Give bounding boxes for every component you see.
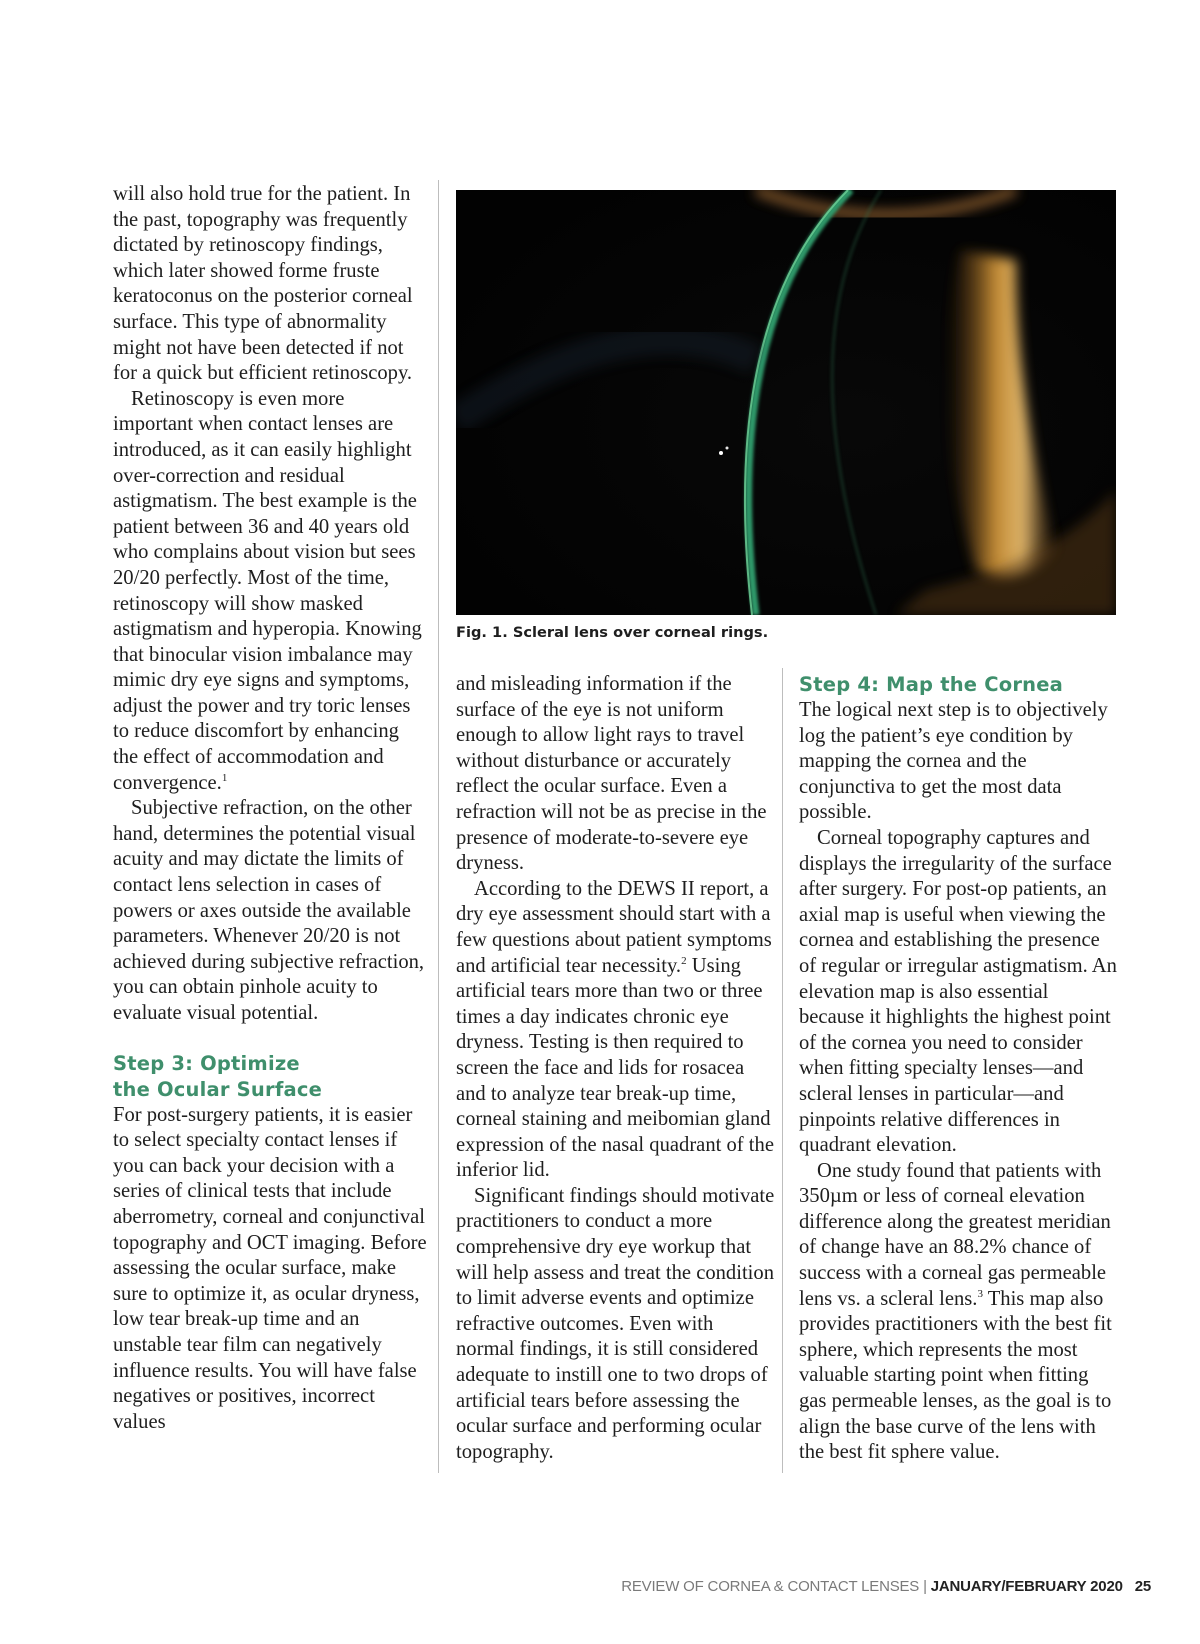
section-heading: Step 4: Map the Cornea xyxy=(799,673,1064,696)
scleral-lens-photo xyxy=(456,190,1116,615)
paragraph: Significant findings should motivate practitioners to conduct a more comprehensive dry eye workup that will help assess and treat the condition to limit adverse events and optimize refractive outcomes. Even with normal findings, it is still considered adequate to instill one to two drops of artificial tears before assessing the ocular surface and performing ocular topography. xyxy=(456,1184,775,1463)
figure-caption: Fig. 1. Scleral lens over corneal rings. xyxy=(456,624,769,641)
reference-number: 3 xyxy=(977,1287,983,1300)
paragraph: Corneal topography captures and displays the irregularity of the surface after surgery. For post-op patients, an axial map is useful when viewing the cornea and establishing the presence of regular or irregular astigmatism. An elevation map is also essential because it highlights the highest point of the cornea you need to consider when fitting specialty lenses—and scleral lenses in particular—and pinpoints relative differences in quadrant elevation. xyxy=(799,826,1117,1157)
paragraph: and misleading information if the surface of the eye is not uniform enough to allow light rays to travel without disturbance or accurately reflect the ocular surface. Even a refraction will not be as precise in the presence of moderate-to-severe eye dryness. xyxy=(456,673,767,875)
text-column-2 xyxy=(456,672,775,1465)
text-column-3 xyxy=(799,672,1117,1466)
issue-date: JANUARY/FEBRUARY 2020 xyxy=(930,1578,1123,1595)
paragraph: Subjective refraction, on the other hand, determines the potential visual acuity and may dictate the limits of contact lens selection in cases of powers or axes outside the available parameters. Whenever 20/20 is not achieved during subjective refraction, you can obtain pinhole acuity to evaluate visual potential. xyxy=(113,797,425,1024)
page-number: 25 xyxy=(1134,1578,1151,1595)
column-divider xyxy=(782,668,783,1473)
reference-number: 2 xyxy=(681,954,687,967)
column-divider xyxy=(438,180,439,1473)
reference-number: 1 xyxy=(221,771,228,784)
text-column-1 xyxy=(113,182,429,1435)
paragraph: According to the DEWS II report, a dry eye assessment should start with a few questions about patient symptoms and artificial tear necessity.$^2$ Using artificial tears more than two or three times a day indicates chronic eye dryness. Testing is then required to screen the face and lids for rosacea and to analyze tear break-up time, corneal staining and meibomian gland expression of the nasal quadrant of the inferior lid. xyxy=(456,877,774,1182)
paragraph: One study found that patients with 350µm or less of corneal elevation difference along the greatest meridian of change have an 88.2% chance of success with a corneal gas permeable lens vs. a scleral lens.$^3$ This map also provides practitioners with the best fit sphere, which represents the most valuable starting point when fitting gas permeable lenses, as the goal is to align the base curve of the lens with the best fit sphere value. xyxy=(799,1159,1112,1464)
paragraph: The logical next step is to objectively log the patient’s eye condition by mapping the cornea and the conjunctiva to get the most data possible. xyxy=(799,699,1108,824)
paragraph: For post-surgery patients, it is easier to select specialty contact lenses if you can back your decision with a series of clinical tests that include aberrometry, corneal and conjunctival topography and OCT imaging. Before assessing the ocular surface, make sure to optimize it, as ocular dryness, low tear break-up time and an unstable tear film can negatively influence results. You will have false negatives or positives, incorrect values xyxy=(113,1103,427,1433)
page-footer xyxy=(621,1578,1151,1595)
journal-name: REVIEW OF CORNEA & CONTACT LENSES xyxy=(621,1578,920,1595)
paragraph: will also hold true for the patient. In the past, topography was frequently dictated by retinoscopy findings, which later showed forme fruste keratoconus on the posterior corneal surface. This type of abnormality might not have been detected if not for a quick but efficient retinoscopy. xyxy=(113,183,413,385)
section-heading: Step 3: Optimize the Ocular Surface xyxy=(113,1051,323,1101)
footer-separator: | xyxy=(923,1578,927,1595)
paragraph: Retinoscopy is even more important when contact lenses are introduced, as it can easily highlight over-correction and residual astigmatism. The best example is the patient between 36 and 40 years old who complains about vision but sees 20/20 perfectly. Most of the time, retinoscopy will show masked astigmatism and hyperopia. Knowing that binocular vision imbalance may mimic dry eye signs and symptoms, adjust the power and try toric lenses to reduce discomfort by enhancing the effect of accommodation and convergence.$^1$ xyxy=(113,387,422,794)
